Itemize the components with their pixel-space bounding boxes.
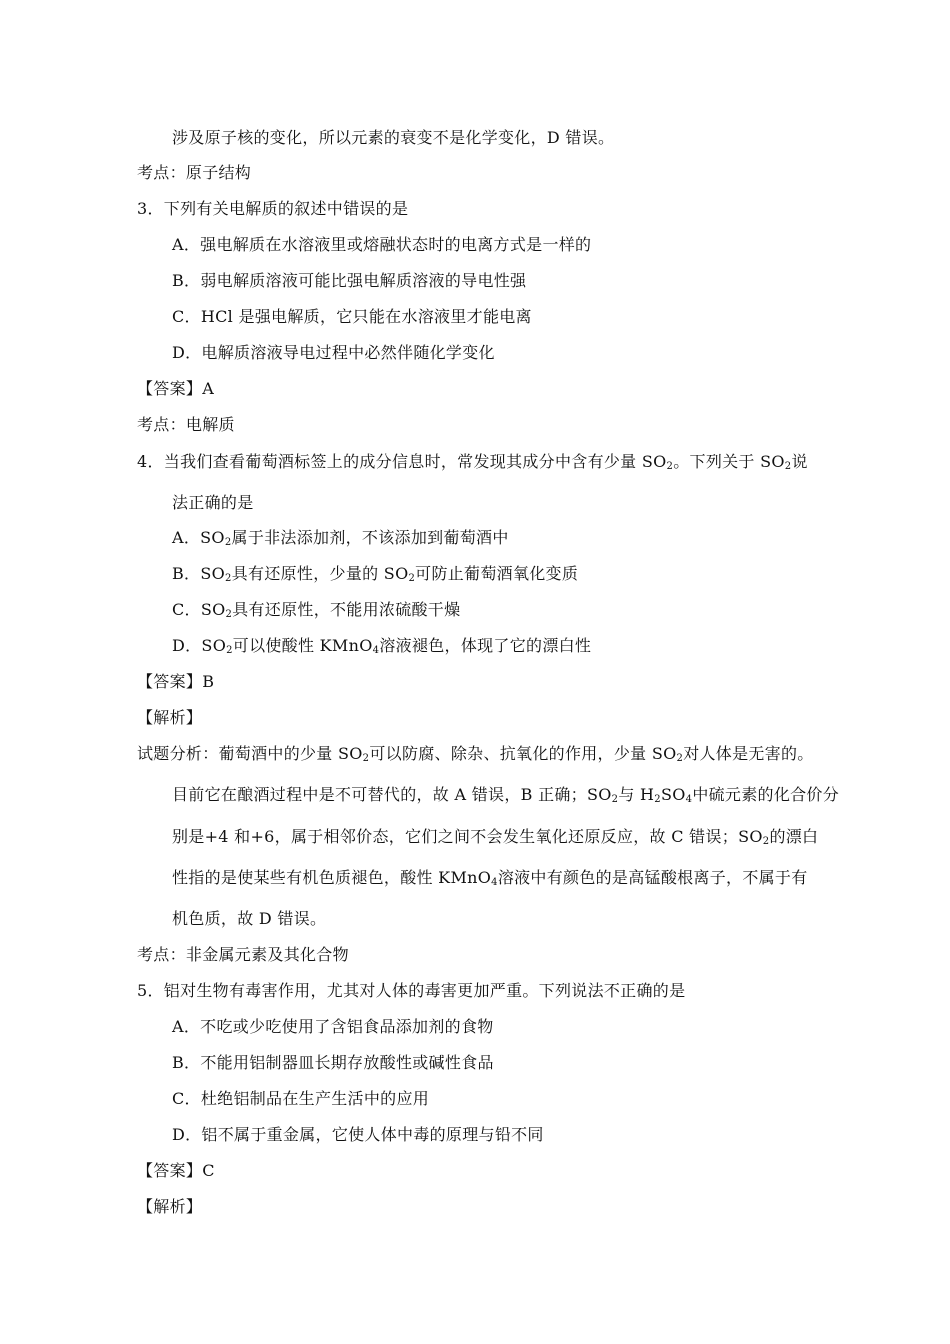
topic-line: 考点：电解质 (137, 415, 235, 434)
option-a: A．不吃或少吃使用了含铝食品添加剂的食物 (172, 1017, 494, 1036)
text-segment: 中硫元素的化合价分 (692, 785, 840, 804)
text-line: 涉及原子核的变化，所以元素的衰变不是化学变化，D 错误。 (172, 128, 615, 147)
text-segment: 具有还原性，不能用浓硫酸干燥 (232, 600, 461, 619)
subscript: 2 (676, 753, 684, 764)
answer-line: 【答案】A (137, 379, 215, 398)
text-segment: 具有还原性，少量的 SO (231, 564, 409, 583)
analysis-text (172, 826, 818, 848)
text-segment: A．SO (172, 528, 225, 547)
text-segment: 属于非法添加剂，不该添加到葡萄酒中 (231, 528, 509, 547)
subscript: 2 (666, 461, 674, 472)
topic-line: 考点：非金属元素及其化合物 (137, 945, 349, 964)
option-c (172, 599, 460, 621)
option-a: A．强电解质在水溶液里或熔融状态时的电离方式是一样的 (172, 235, 592, 254)
subscript: 2 (225, 573, 232, 584)
option-d: D．铝不属于重金属，它使人体中毒的原理与铅不同 (172, 1125, 544, 1144)
option-d: D．电解质溶液导电过程中必然伴随化学变化 (172, 343, 495, 362)
subscript: 2 (224, 537, 232, 548)
subscript: 2 (784, 461, 792, 472)
text-segment: 对人体是无害的。 (683, 744, 814, 763)
subscript: 4 (372, 645, 380, 656)
topic-line: 考点：原子结构 (137, 163, 252, 182)
text-segment: 溶液中有颜色的是高锰酸根离子，不属于有 (497, 868, 808, 887)
option-b: B．弱电解质溶液可能比强电解质溶液的导电性强 (172, 271, 527, 290)
option-b: B．不能用铝制器皿长期存放酸性或碱性食品 (172, 1053, 494, 1072)
text-segment: SO (660, 785, 686, 804)
subscript: 2 (762, 836, 770, 847)
text-segment: 4．当我们查看葡萄酒标签上的成分信息时，常发现其成分中含有少量 SO (137, 452, 667, 471)
subscript: 2 (408, 573, 416, 584)
text-segment: 性指的是使某些有机色质褪色，酸性 KMnO (172, 868, 492, 887)
answer-line: 【答案】B (137, 672, 215, 691)
text-segment: C．SO (172, 600, 226, 619)
subscript: 2 (362, 753, 370, 764)
subscript: 2 (226, 645, 233, 656)
analysis-heading: 【解析】 (137, 708, 203, 727)
analysis-text: 机色质，故 D 错误。 (172, 909, 327, 928)
text-segment: D．SO (172, 636, 227, 655)
text-segment: 试题分析：葡萄酒中的少量 SO (137, 744, 363, 763)
text-segment: 可以使酸性 KMnO (232, 636, 373, 655)
text-segment: 目前它在酿酒过程中是不可替代的，故 A 错误，B 正确；SO (172, 785, 612, 804)
analysis-text (137, 743, 814, 765)
analysis-text (172, 867, 808, 889)
text-segment: 的漂白 (769, 827, 819, 846)
analysis-text (172, 784, 839, 806)
question-4 (137, 451, 808, 473)
subscript: 4 (491, 877, 498, 888)
subscript: 2 (225, 609, 233, 620)
option-d (172, 635, 591, 657)
option-c: C．HCl 是强电解质，它只能在水溶液里才能电离 (172, 307, 532, 326)
question-3: 3．下列有关电解质的叙述中错误的是 (137, 199, 409, 218)
option-c: C．杜绝铝制品在生产生活中的应用 (172, 1089, 430, 1108)
subscript: 2 (611, 794, 619, 805)
text-line: 法正确的是 (172, 493, 254, 512)
text-segment: 可以防腐、除杂、抗氧化的作用，少量 SO (369, 744, 677, 763)
text-segment: 别是+4 和+6，属于相邻价态，它们之间不会发生氧化还原反应，故 C 错误；SO (172, 827, 763, 846)
text-segment: 说 (791, 452, 808, 471)
analysis-heading: 【解析】 (137, 1197, 203, 1216)
question-5: 5．铝对生物有毒害作用，尤其对人体的毒害更加严重。下列说法不正确的是 (137, 981, 686, 1000)
option-a (172, 527, 509, 549)
text-segment: 与 H (618, 785, 655, 804)
text-segment: 溶液褪色，体现了它的漂白性 (379, 636, 592, 655)
subscript: 4 (685, 794, 693, 805)
subscript: 2 (654, 794, 661, 805)
answer-line: 【答案】C (137, 1161, 215, 1180)
text-segment: 可防止葡萄酒氧化变质 (415, 564, 579, 583)
text-segment: B．SO (172, 564, 226, 583)
text-segment: 。下列关于 SO (673, 452, 785, 471)
option-b (172, 563, 578, 585)
